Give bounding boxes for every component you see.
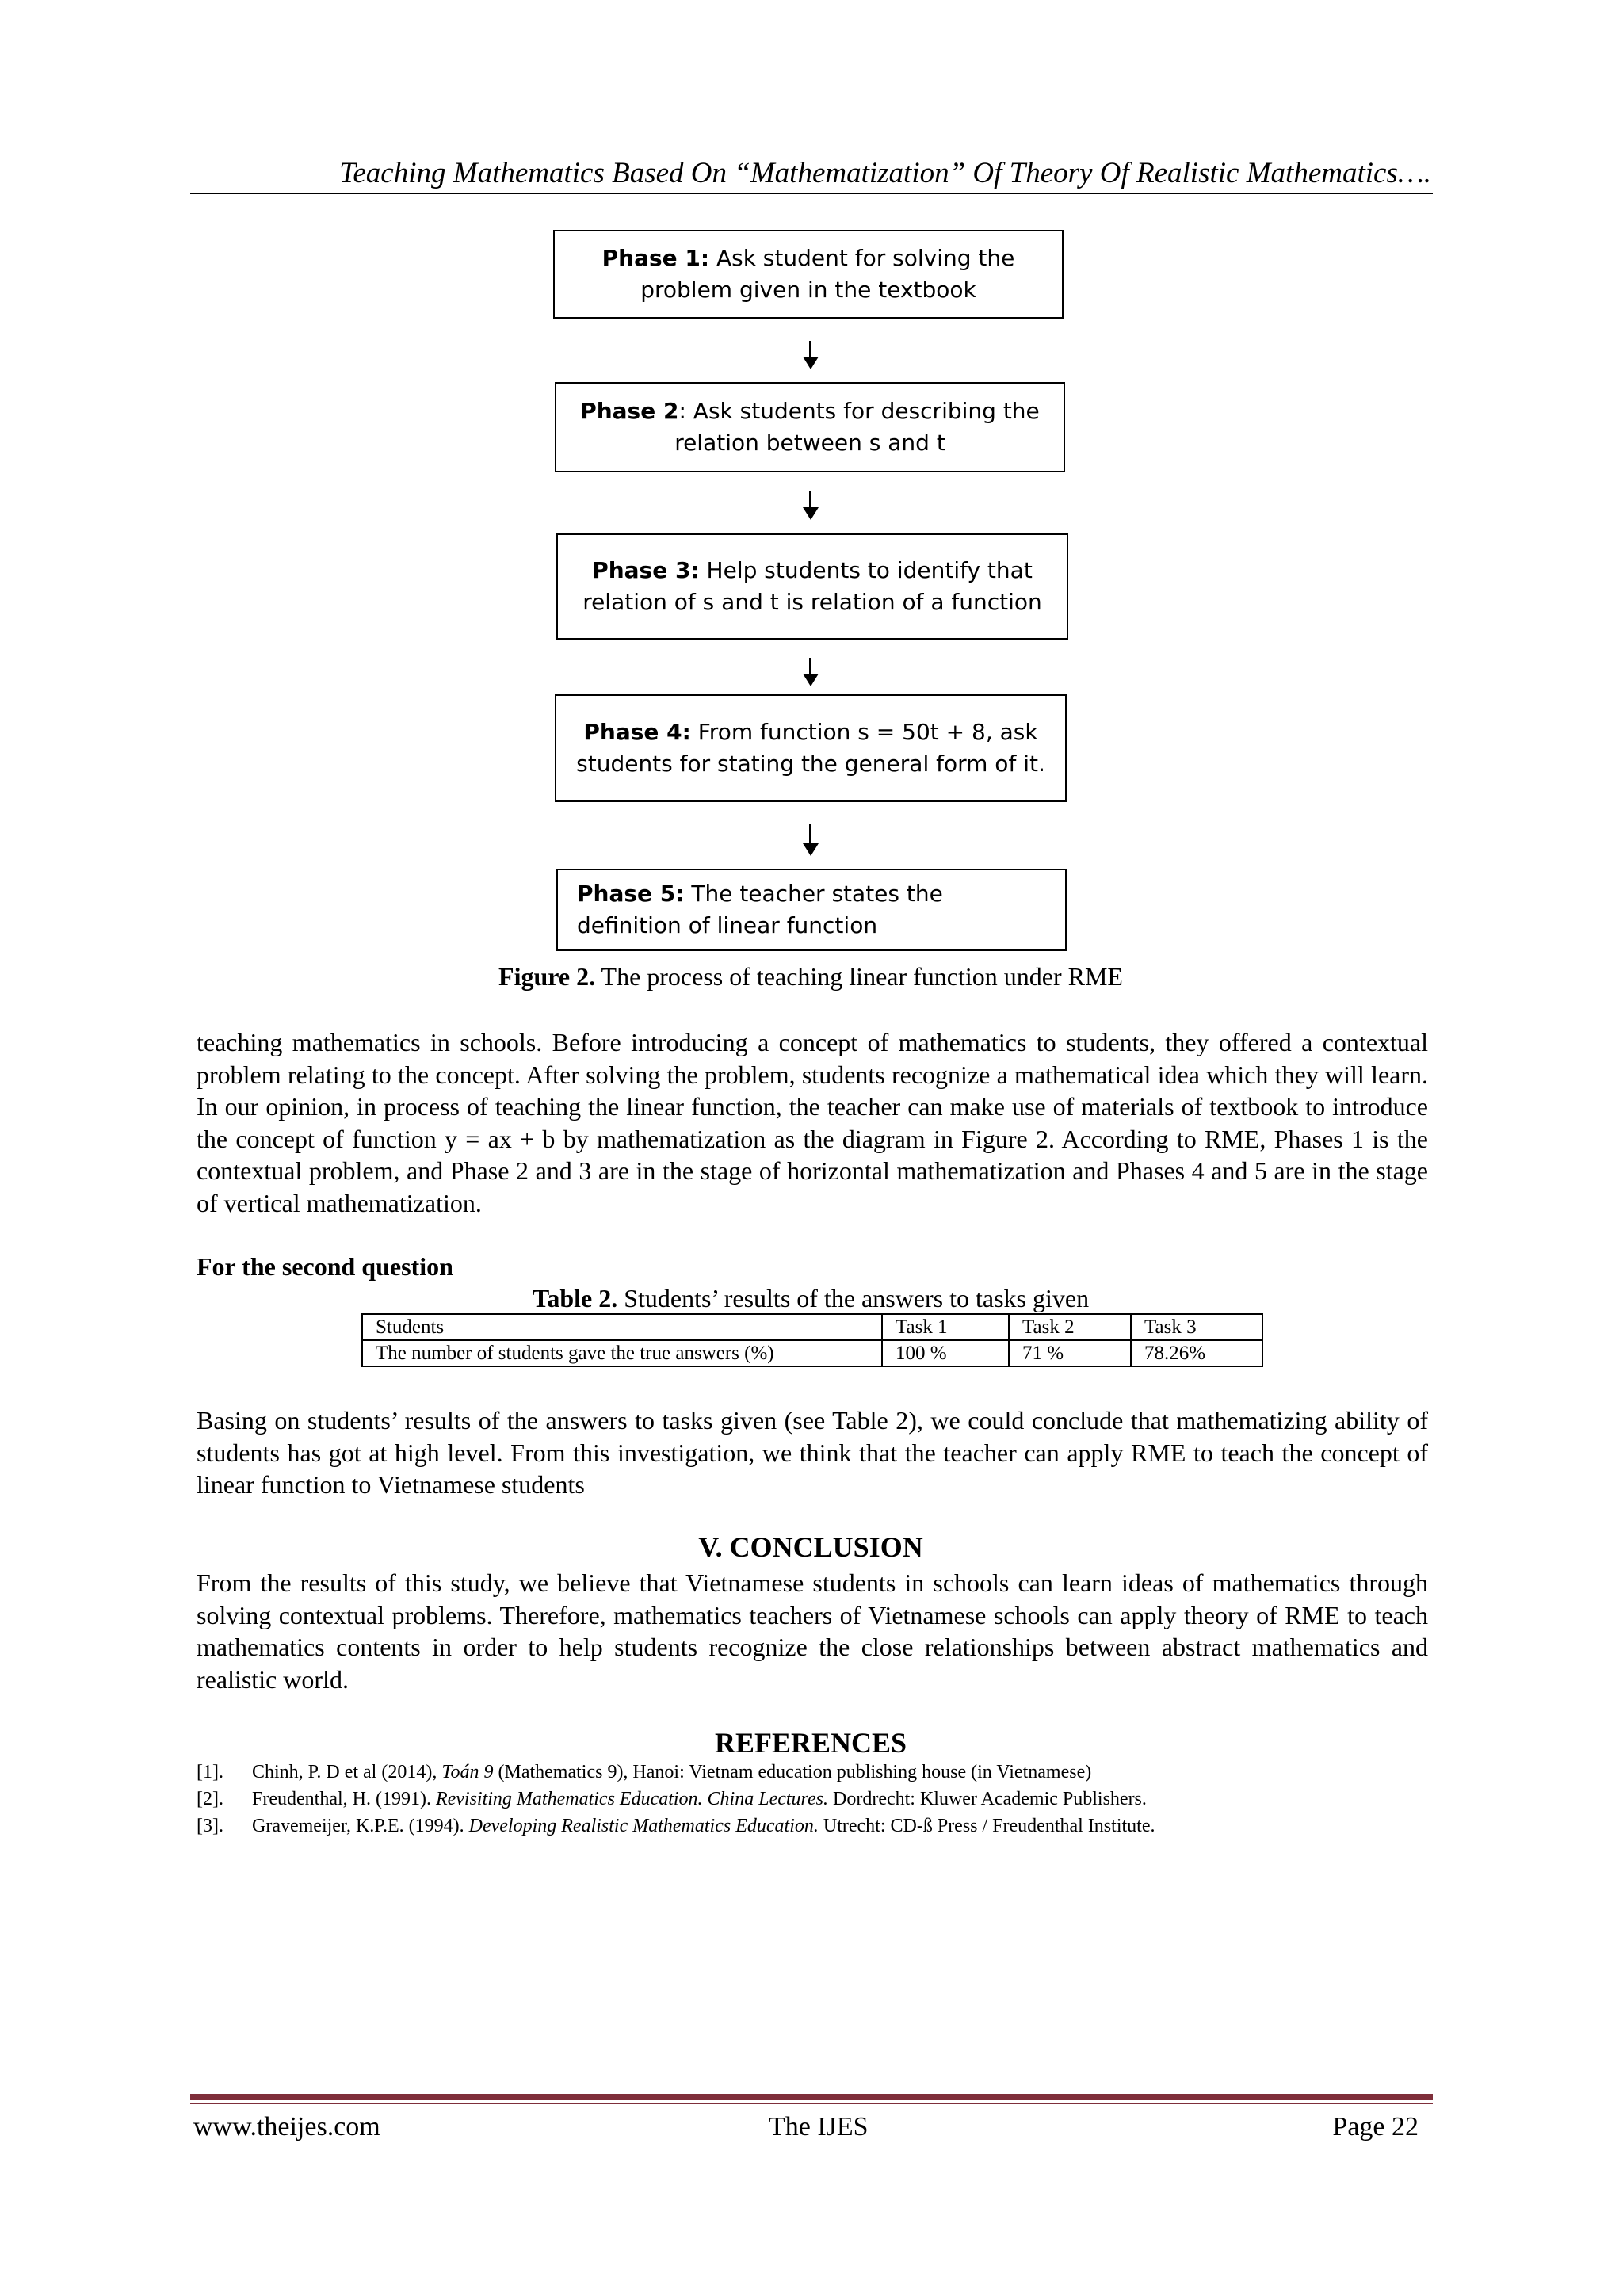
reference-text: Freudenthal, H. (1991). xyxy=(252,1789,436,1809)
phase-5-box xyxy=(556,869,1067,951)
footer-page-number: Page 22 xyxy=(1332,2112,1419,2141)
references-heading: REFERENCES xyxy=(714,1727,907,1759)
table-header-cell: Students xyxy=(362,1314,882,1340)
table-cell: 100 % xyxy=(882,1340,1009,1366)
footer-rule-thin xyxy=(190,2103,1433,2104)
table-cell: 71 % xyxy=(1009,1340,1131,1366)
phase-1-label: Phase 1: xyxy=(601,245,710,271)
table-header-cell: Task 3 xyxy=(1131,1314,1262,1340)
body-paragraph-2: Basing on students’ results of the answers to tasks given (see Table 2), we could conclude that mathematizing ability of students has got at high level. From this investigation, we think that the teacher can apply RME to teach the concept of linear function to Vietnamese students xyxy=(197,1406,1428,1499)
conclusion-heading: V. CONCLUSION xyxy=(698,1531,923,1563)
table-caption xyxy=(190,1282,1431,1314)
phase-5-text: The teacher states the definition of linear function xyxy=(577,881,943,938)
figure-caption-label: Figure 2. xyxy=(498,962,596,991)
reference-number: [3]. xyxy=(197,1816,223,1836)
results-table xyxy=(361,1313,1263,1367)
table-header-cell: Task 1 xyxy=(882,1314,1009,1340)
phase-4-text: From function s = 50t + 8, ask students for stating the general form of it. xyxy=(576,719,1045,777)
reference-title: Revisiting Mathematics Education. China Lectures. xyxy=(435,1789,828,1809)
reference-text: (Mathematics 9), Hanoi: Vietnam education publishing house (in Vietnamese) xyxy=(493,1762,1092,1782)
phase-5-label: Phase 5: xyxy=(577,881,685,907)
arrow-2 xyxy=(801,491,820,520)
table-caption-text: Students’ results of the answers to tasks given xyxy=(624,1284,1090,1312)
reference-text: Dordrecht: Kluwer Academic Publishers. xyxy=(828,1789,1147,1809)
conclusion-paragraph: From the results of this study, we believe that Vietnamese students in schools can learn ideas of mathematics through solving contextual problems. Therefore, mathematics teachers of Vietnamese schools can apply theory of RME to teach mathematics contents in order to help students recognize the close relationships between abstract mathematics and realistic world. xyxy=(197,1568,1428,1694)
footer-rule xyxy=(190,2094,1433,2100)
reference-title: Toán 9 xyxy=(441,1762,494,1782)
table-caption-label: Table 2. xyxy=(532,1284,618,1312)
running-header: Teaching Mathematics Based On “Mathematization” Of Theory Of Realistic Mathematics…. xyxy=(339,157,1431,189)
header-rule xyxy=(190,193,1433,194)
phase-2-text: : Ask students for describing the relation between s and t xyxy=(674,398,1040,456)
reference-item xyxy=(197,1786,1433,1812)
table-cell: 78.26% xyxy=(1131,1340,1262,1366)
reference-item xyxy=(197,1759,1433,1785)
phase-2-label: Phase 2 xyxy=(580,398,679,424)
table-cell: The number of students gave the true answers (%) xyxy=(362,1340,882,1366)
figure-caption xyxy=(190,961,1431,992)
table-row xyxy=(362,1340,1262,1366)
reference-number: [2]. xyxy=(197,1789,223,1809)
phase-3-box xyxy=(556,533,1068,640)
reference-number: [1]. xyxy=(197,1762,223,1782)
footer-journal: The IJES xyxy=(769,2112,869,2141)
reference-text: Utrecht: CD-ß Press / Freudenthal Institute. xyxy=(818,1816,1155,1836)
phase-1-box xyxy=(553,230,1064,319)
arrow-3 xyxy=(801,658,820,686)
phase-4-label: Phase 4: xyxy=(583,719,691,745)
body-paragraph-1: teaching mathematics in schools. Before introducing a concept of mathematics to students, they offered a contextual problem relating to the concept. After solving the problem, students recognize a mathematical idea which they will learn. In our opinion, in process of teaching the linear function, the teacher can make use of materials of textbook to introduce the concept of function y = ax + b by mathematization as the diagram in Figure 2. According to RME, Phases 1 is the contextual problem, and Phase 2 and 3 are in the stage of horizontal mathematization and Phases 4 and 5 are in the stage of vertical mathematization. xyxy=(197,1028,1428,1217)
reference-title: Developing Realistic Mathematics Education. xyxy=(468,1816,819,1836)
phase-3-label: Phase 3: xyxy=(592,557,700,583)
table-header-cell: Task 2 xyxy=(1009,1314,1131,1340)
phase-2-box xyxy=(555,382,1065,472)
phase-1-text: Ask student for solving the problem given in the textbook xyxy=(640,245,1015,303)
reference-item xyxy=(197,1813,1433,1839)
table-header-row xyxy=(362,1314,1262,1340)
phase-4-box xyxy=(555,694,1067,802)
arrow-4 xyxy=(801,824,820,856)
reference-text: Gravemeijer, K.P.E. (1994). xyxy=(252,1816,469,1836)
footer-website: www.theijes.com xyxy=(193,2112,380,2141)
arrow-1 xyxy=(801,341,820,369)
reference-text: Chinh, P. D et al (2014), xyxy=(252,1762,442,1782)
second-question-heading: For the second question xyxy=(197,1252,453,1281)
phase-3-text: Help students to identify that relation of s and t is relation of a function xyxy=(582,557,1042,615)
figure-caption-text: The process of teaching linear function under RME xyxy=(601,962,1123,991)
